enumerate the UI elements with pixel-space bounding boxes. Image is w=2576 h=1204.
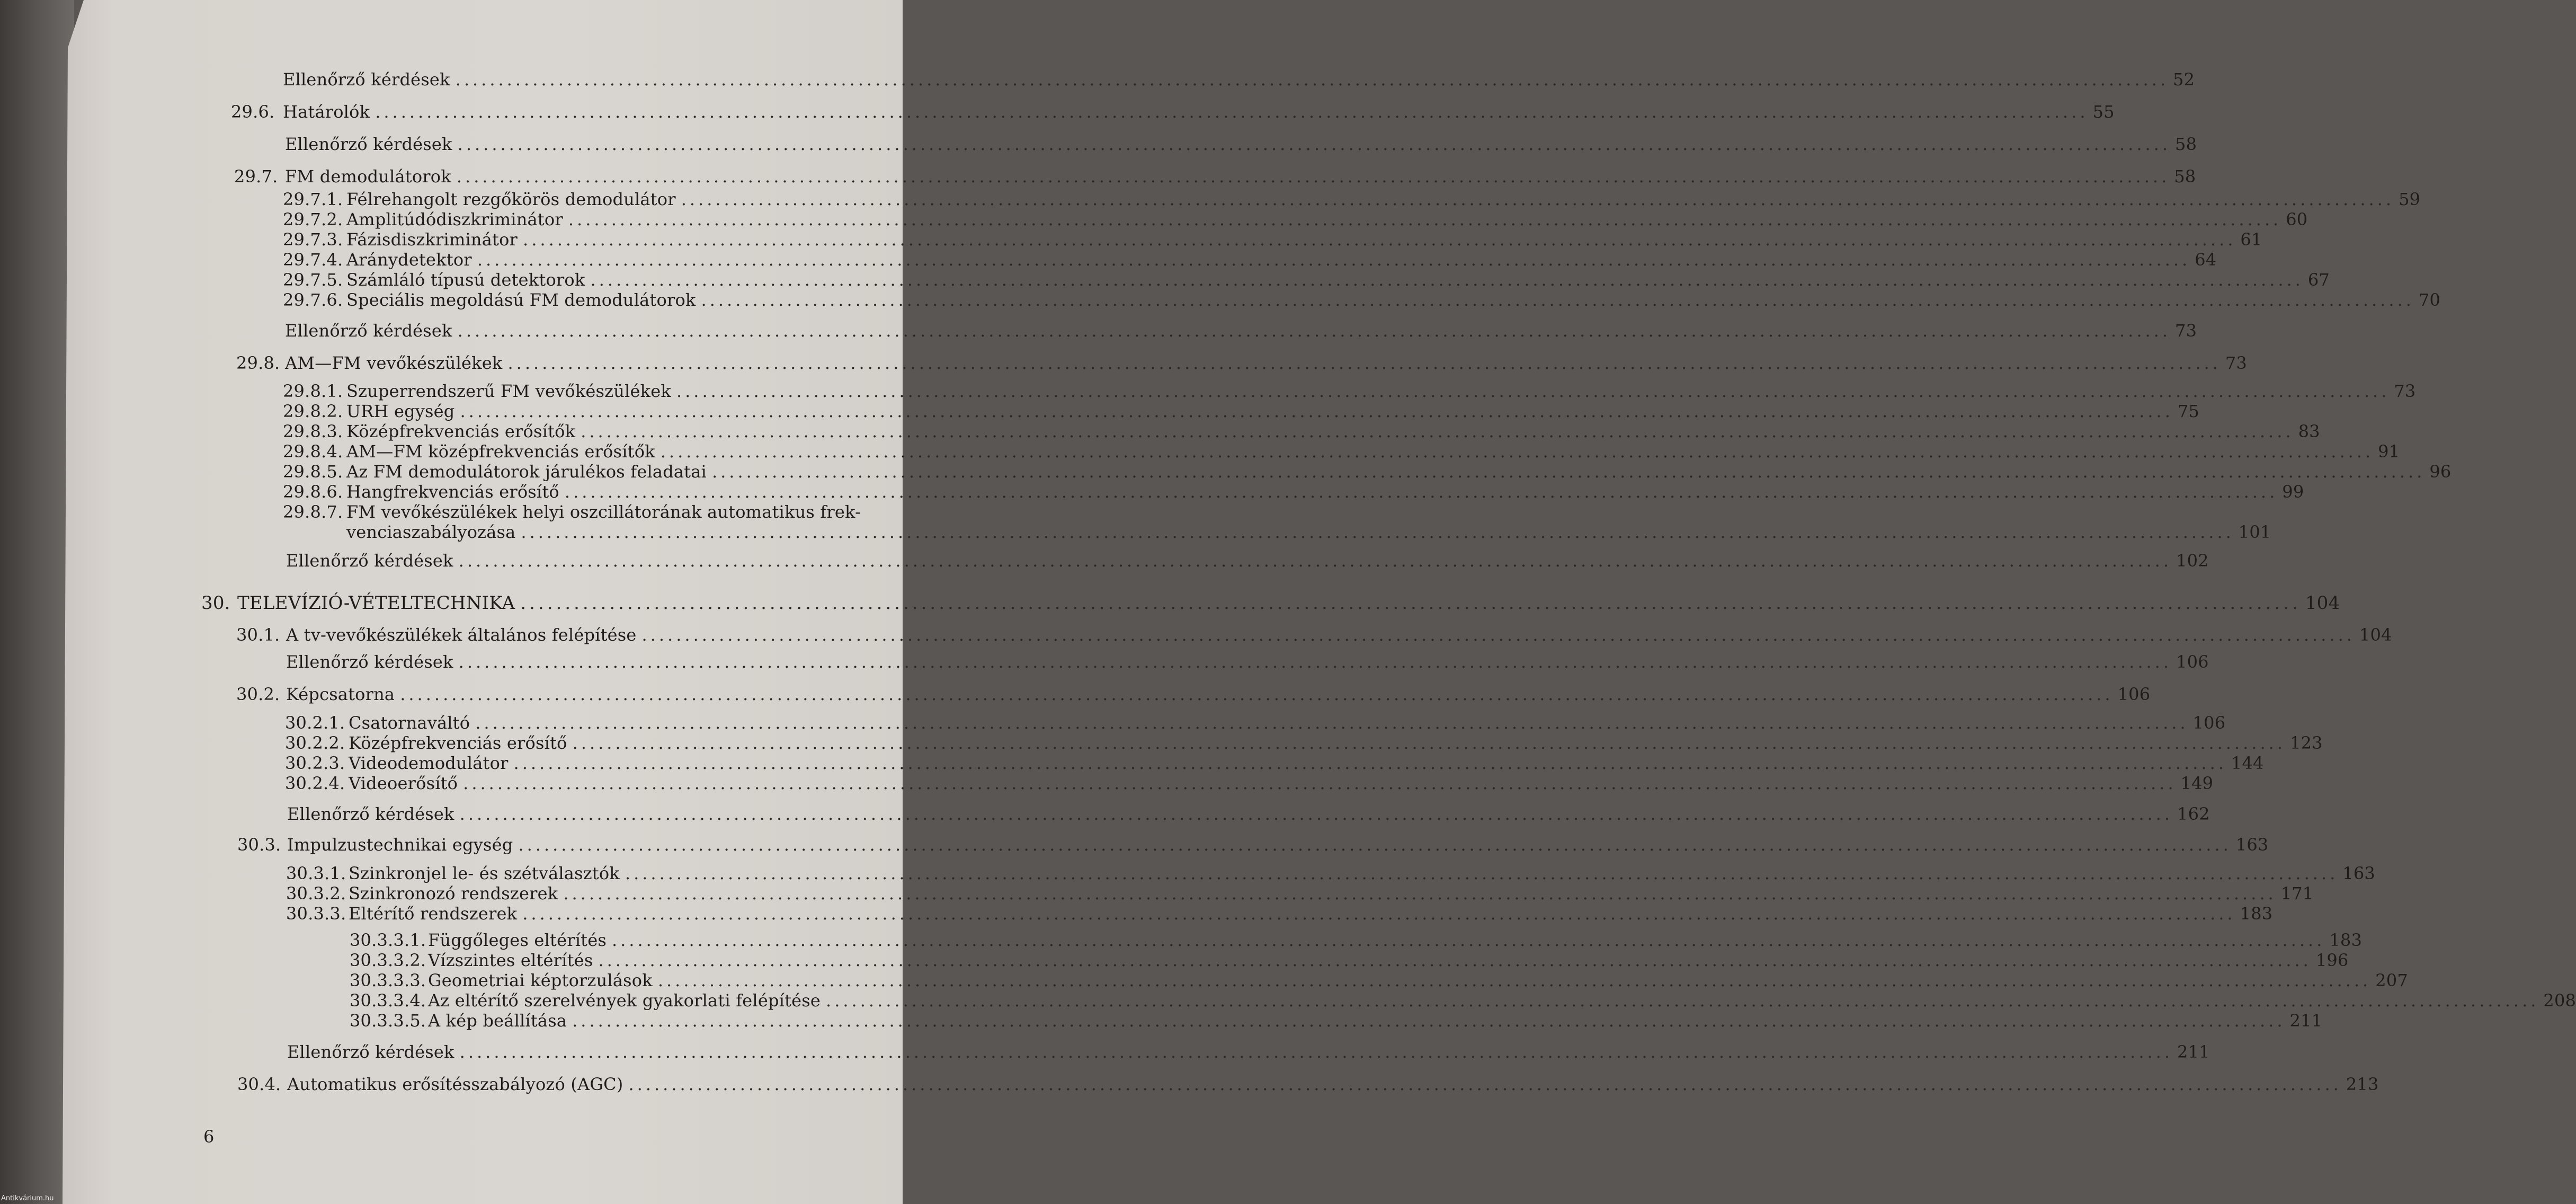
dot-leader: ........................................................................................................................................................................................................ — [590, 270, 2304, 290]
toc-entry-page: 73 — [2225, 353, 2247, 373]
dot-leader: ........................................................................................................................................................................................................ — [457, 134, 2171, 154]
toc-entry — [350, 1011, 2323, 1031]
toc-entry-page: 61 — [2240, 229, 2262, 250]
toc-entry-number: 29.7.3. — [283, 229, 343, 250]
dot-leader: ........................................................................................................................................................................................................ — [460, 401, 2173, 421]
toc-entry-title: Vízszintes eltérítés — [428, 950, 593, 970]
toc-entry — [286, 652, 2209, 672]
toc-entry — [283, 270, 2330, 290]
toc-entry — [285, 773, 2214, 793]
toc-entry — [236, 684, 2151, 704]
toc-entry-page: 55 — [2092, 102, 2115, 122]
dot-leader: ........................................................................................................................................................................................................ — [522, 904, 2236, 924]
toc-entry — [283, 441, 2400, 462]
toc-entry-page: 58 — [2175, 134, 2197, 154]
toc-entry — [237, 835, 2269, 855]
toc-entry-page: 183 — [2240, 904, 2273, 924]
toc-entry-number: 30.3.3.2. — [350, 950, 426, 970]
toc-entry — [234, 166, 2196, 187]
toc-entry-number: 30.2.1. — [285, 713, 345, 733]
toc-entry-title: Ellenőrző kérdések — [286, 551, 453, 571]
toc-entry-number: 30.3.1. — [286, 863, 346, 883]
dot-leader: ........................................................................................................................................................................................................ — [475, 713, 2189, 733]
toc-entry-page: 213 — [2346, 1074, 2379, 1094]
toc-entry-number: 30.2. — [236, 684, 280, 704]
toc-entry-title: venciaszabályozása — [346, 522, 516, 542]
book-spine-shadow — [0, 0, 74, 1204]
toc-entry-page: 104 — [2305, 592, 2340, 614]
toc-entry-title: Ellenőrző kérdések — [286, 652, 453, 672]
toc-entry-title: Impulzustechnikai egység — [287, 835, 513, 855]
dot-leader: ........................................................................................................................................................................................................ — [681, 189, 2395, 209]
toc-entry-title: Szuperrendszerű FM vevőkészülékek — [346, 381, 671, 401]
toc-entry — [283, 69, 2195, 90]
toc-entry-number: 29.8.7. — [283, 502, 343, 522]
toc-entry-title: Automatikus erősítésszabályozó (AGC) — [287, 1074, 623, 1094]
dot-leader: ........................................................................................................................................................................................................ — [611, 930, 2325, 950]
toc-entry-title: Ellenőrző kérdések — [287, 804, 454, 824]
dot-leader: ........................................................................................................................................................................................................ — [523, 229, 2236, 250]
toc-entry-number: 29.8.3. — [283, 421, 343, 441]
toc-entry — [346, 522, 2271, 542]
toc-entry — [236, 625, 2392, 645]
toc-entry-title: Félrehangolt rezgőkörös demodulátor — [346, 189, 676, 209]
toc-entry-title: Hangfrekvenciás erősítő — [346, 482, 559, 502]
toc-entry-title: Amplitúdódiszkriminátor — [346, 209, 563, 229]
toc-entry-number: 30.1. — [236, 625, 280, 645]
toc-entry-page: 101 — [2238, 522, 2271, 542]
dot-leader: ........................................................................................................................................................................................................ — [375, 102, 2089, 122]
toc-entry — [285, 321, 2197, 341]
toc-entry-page: 144 — [2231, 753, 2264, 773]
dot-leader: ........................................................................................................................................................................................................ — [625, 863, 2339, 883]
dot-leader: ........................................................................................................................................................................................................ — [520, 592, 2301, 614]
toc-entry — [283, 381, 2416, 401]
toc-entry-number: 30.3.3. — [286, 904, 346, 924]
toc-entry-title: Geometriai képtorzulások — [428, 970, 653, 990]
toc-entry — [283, 189, 2421, 209]
toc-entry-page: 208 — [2543, 990, 2576, 1011]
toc-entry-page: 67 — [2307, 270, 2330, 290]
toc-entry-title: FM demodulátorok — [285, 166, 451, 187]
toc-entry — [283, 229, 2262, 250]
toc-entry-title: URH egység — [346, 401, 455, 421]
toc-entry-title: Szinkronozó rendszerek — [349, 883, 558, 904]
dot-leader: ........................................................................................................................................................................................................ — [568, 209, 2282, 229]
toc-entry — [286, 551, 2209, 571]
toc-entry-number: 29.7.1. — [283, 189, 343, 209]
toc-entry-title: FM vevőkészülékek helyi oszcillátorának automatikus frek- — [346, 502, 861, 522]
toc-entry-number: 29.8.4. — [283, 441, 343, 462]
toc-entry — [201, 592, 2340, 614]
toc-entry-page: 171 — [2280, 883, 2314, 904]
dot-leader: ........................................................................................................................................................................................................ — [711, 462, 2426, 482]
toc-entry — [283, 290, 2441, 310]
toc-entry-title: Csatornaváltó — [349, 713, 470, 733]
toc-entry-page: 60 — [2286, 209, 2308, 229]
dot-leader: ........................................................................................................................................................................................................ — [458, 551, 2172, 571]
toc-entry-title: Aránydetektor — [346, 250, 472, 270]
toc-entry — [231, 102, 2115, 122]
toc-entry-title: Speciális megoldású FM demodulátorok — [346, 290, 696, 310]
dot-leader: ........................................................................................................................................................................................................ — [521, 522, 2234, 542]
dot-leader: ........................................................................................................................................................................................................ — [572, 733, 2286, 753]
dot-leader: ........................................................................................................................................................................................................ — [518, 835, 2232, 855]
toc-entry — [286, 863, 2375, 883]
toc-entry-title: Függőleges eltérítés — [428, 930, 607, 950]
toc-entry-title: A kép beállítása — [428, 1011, 567, 1031]
toc-entry-page: 99 — [2282, 482, 2304, 502]
toc-entry — [283, 462, 2452, 482]
dot-leader: ........................................................................................................................................................................................................ — [459, 1042, 2173, 1062]
toc-entry-title: Középfrekvenciás erősítő — [349, 733, 567, 753]
dot-leader: ........................................................................................................................................................................................................ — [581, 421, 2294, 441]
toc-entry-number: 29.6. — [231, 102, 275, 122]
toc-entry — [285, 733, 2323, 753]
toc-entry-number: 30. — [201, 592, 230, 614]
dot-leader: ........................................................................................................................................................................................................ — [507, 353, 2221, 373]
toc-entry-title: Ellenőrző kérdések — [287, 1042, 454, 1062]
toc-entry-number: 30.2.3. — [285, 753, 345, 773]
toc-entry-number: 30.3.3.1. — [350, 930, 426, 950]
toc-entry — [237, 1074, 2379, 1094]
toc-entry-page: 64 — [2195, 250, 2217, 270]
toc-entry — [283, 421, 2320, 441]
toc-entry-page: 106 — [2192, 713, 2226, 733]
toc-entry — [287, 804, 2210, 824]
dot-leader: ........................................................................................................................................................................................................ — [463, 773, 2177, 793]
toc-entry — [283, 482, 2304, 502]
toc-entry — [285, 134, 2197, 154]
dot-leader: ........................................................................................................................................................................................................ — [513, 753, 2227, 773]
toc-entry — [283, 250, 2217, 270]
toc-entry-page: 211 — [2289, 1011, 2323, 1031]
dot-leader: ........................................................................................................................................................................................................ — [572, 1011, 2286, 1031]
toc-entry-title: Ellenőrző kérdések — [283, 69, 450, 90]
toc-entry-title: TELEVÍZIÓ-VÉTELTECHNIKA — [237, 592, 515, 614]
toc-entry-number: 30.3. — [237, 835, 281, 855]
toc-entry — [285, 713, 2226, 733]
toc-entry-title: Ellenőrző kérdések — [285, 321, 452, 341]
toc-entry-title: Videodemodulátor — [349, 753, 509, 773]
dot-leader: ........................................................................................................................................................................................................ — [660, 441, 2374, 462]
page-number: 6 — [203, 1127, 215, 1147]
dot-leader: ........................................................................................................................................................................................................ — [826, 990, 2539, 1011]
toc-entry-number: 30.3.3.5. — [350, 1011, 426, 1031]
toc-entry-page: 83 — [2298, 421, 2320, 441]
toc-entry-title: Szinkronjel le- és szétválasztók — [349, 863, 620, 883]
toc-entry-page: 75 — [2177, 401, 2199, 421]
toc-entry-page: 106 — [2176, 652, 2209, 672]
dot-leader: ........................................................................................................................................................................................................ — [457, 321, 2171, 341]
dot-leader: ........................................................................................................................................................................................................ — [459, 804, 2173, 824]
toc-entry-title: A tv-vevőkészülékek általános felépítése — [286, 625, 637, 645]
toc-entry-number: 29.7. — [234, 166, 278, 187]
toc-entry-page: 163 — [2235, 835, 2269, 855]
toc-entry-number: 29.7.4. — [283, 250, 343, 270]
toc-entry — [283, 401, 2199, 421]
dot-leader: ........................................................................................................................................................................................................ — [477, 250, 2191, 270]
toc-entry-page: 163 — [2342, 863, 2375, 883]
toc-entry-number: 29.8.1. — [283, 381, 343, 401]
dot-leader: ........................................................................................................................................................................................................ — [641, 625, 2355, 645]
dot-leader: ........................................................................................................................................................................................................ — [564, 482, 2278, 502]
toc-entry-page: 73 — [2394, 381, 2416, 401]
toc-entry-page: 149 — [2180, 773, 2214, 793]
toc-entry — [283, 209, 2308, 229]
toc-entry-page: 70 — [2418, 290, 2441, 310]
toc-entry-number: 30.3.3.3. — [350, 970, 426, 990]
dot-leader: ........................................................................................................................................................................................................ — [598, 950, 2312, 970]
dot-leader: ........................................................................................................................................................................................................ — [458, 652, 2172, 672]
toc-entry-number: 29.7.6. — [283, 290, 343, 310]
dot-leader: ........................................................................................................................................................................................................ — [628, 1074, 2342, 1094]
toc-entry-page: 73 — [2175, 321, 2197, 341]
dot-leader: ........................................................................................................................................................................................................ — [563, 883, 2277, 904]
dot-leader: ........................................................................................................................................................................................................ — [657, 970, 2372, 990]
toc-entry — [283, 503, 880, 520]
toc-entry-page: 207 — [2375, 970, 2408, 990]
toc-entry-page: 58 — [2174, 166, 2196, 187]
toc-entry-title: Számláló típusú detektorok — [346, 270, 585, 290]
watermark: Antikvárium.hu — [1, 1194, 54, 1202]
toc-entry-page: 91 — [2378, 441, 2400, 462]
toc-entry-title: Képcsatorna — [286, 684, 395, 704]
dot-leader: ........................................................................................................................................................................................................ — [701, 290, 2414, 310]
toc-entry-number: 30.2.2. — [285, 733, 345, 753]
toc-entry-page: 196 — [2315, 950, 2349, 970]
toc-entry-number: 30.3.3.4. — [350, 990, 426, 1011]
toc-entry-page: 123 — [2289, 733, 2323, 753]
toc-entry-number: 30.2.4. — [285, 773, 345, 793]
toc-entry-page: 52 — [2173, 69, 2195, 90]
toc-entry-number: 29.8.2. — [283, 401, 343, 421]
toc-entry — [350, 930, 2363, 950]
toc-entry-number: 29.8.6. — [283, 482, 343, 502]
toc-entry-page: 96 — [2429, 462, 2452, 482]
toc-entry-number: 29.7.5. — [283, 270, 343, 290]
toc-entry-number: 29.7.2. — [283, 209, 343, 229]
toc-entry-title: Videoerősítő — [349, 773, 458, 793]
toc-entry-title: Az FM demodulátorok járulékos feladatai — [346, 462, 707, 482]
toc-entry-page: 104 — [2359, 625, 2392, 645]
toc-entry — [236, 353, 2247, 373]
toc-entry-title: Eltérítő rendszerek — [349, 904, 518, 924]
toc-entry-page: 59 — [2399, 189, 2421, 209]
toc-entry-number: 29.8. — [236, 353, 280, 373]
toc-entry-title: Határolók — [283, 102, 370, 122]
toc-entry-page: 106 — [2117, 684, 2151, 704]
toc-entry-page: 102 — [2176, 551, 2209, 571]
toc-entry — [285, 753, 2264, 773]
toc-entry-page: 162 — [2177, 804, 2210, 824]
dot-leader: ........................................................................................................................................................................................................ — [456, 166, 2170, 187]
toc-entry — [286, 883, 2314, 904]
toc-entry-title: Ellenőrző kérdések — [285, 134, 452, 154]
toc-entry-title: AM—FM középfrekvenciás erősítők — [346, 441, 655, 462]
toc-entry-number: 29.8.5. — [283, 462, 343, 482]
toc-entry-number: 30.4. — [237, 1074, 281, 1094]
toc-entry-title: Középfrekvenciás erősítők — [346, 421, 576, 441]
toc-entry-page: 211 — [2177, 1042, 2210, 1062]
dot-leader: ........................................................................................................................................................................................................ — [455, 69, 2169, 90]
toc-entry-number: 30.3.2. — [286, 883, 346, 904]
toc-entry — [350, 990, 2576, 1011]
dot-leader: ........................................................................................................................................................................................................ — [676, 381, 2390, 401]
toc-entry-title: AM—FM vevőkészülékek — [285, 353, 503, 373]
toc-entry — [286, 904, 2273, 924]
toc-entry — [287, 1042, 2210, 1062]
toc-entry-title: Az eltérítő szerelvények gyakorlati felépítése — [428, 990, 821, 1011]
dot-leader: ........................................................................................................................................................................................................ — [400, 684, 2114, 704]
toc-entry-title: Fázisdiszkriminátor — [346, 229, 518, 250]
toc-entry-page: 183 — [2329, 930, 2363, 950]
toc-entry — [350, 970, 2408, 990]
toc-entry — [350, 950, 2349, 970]
